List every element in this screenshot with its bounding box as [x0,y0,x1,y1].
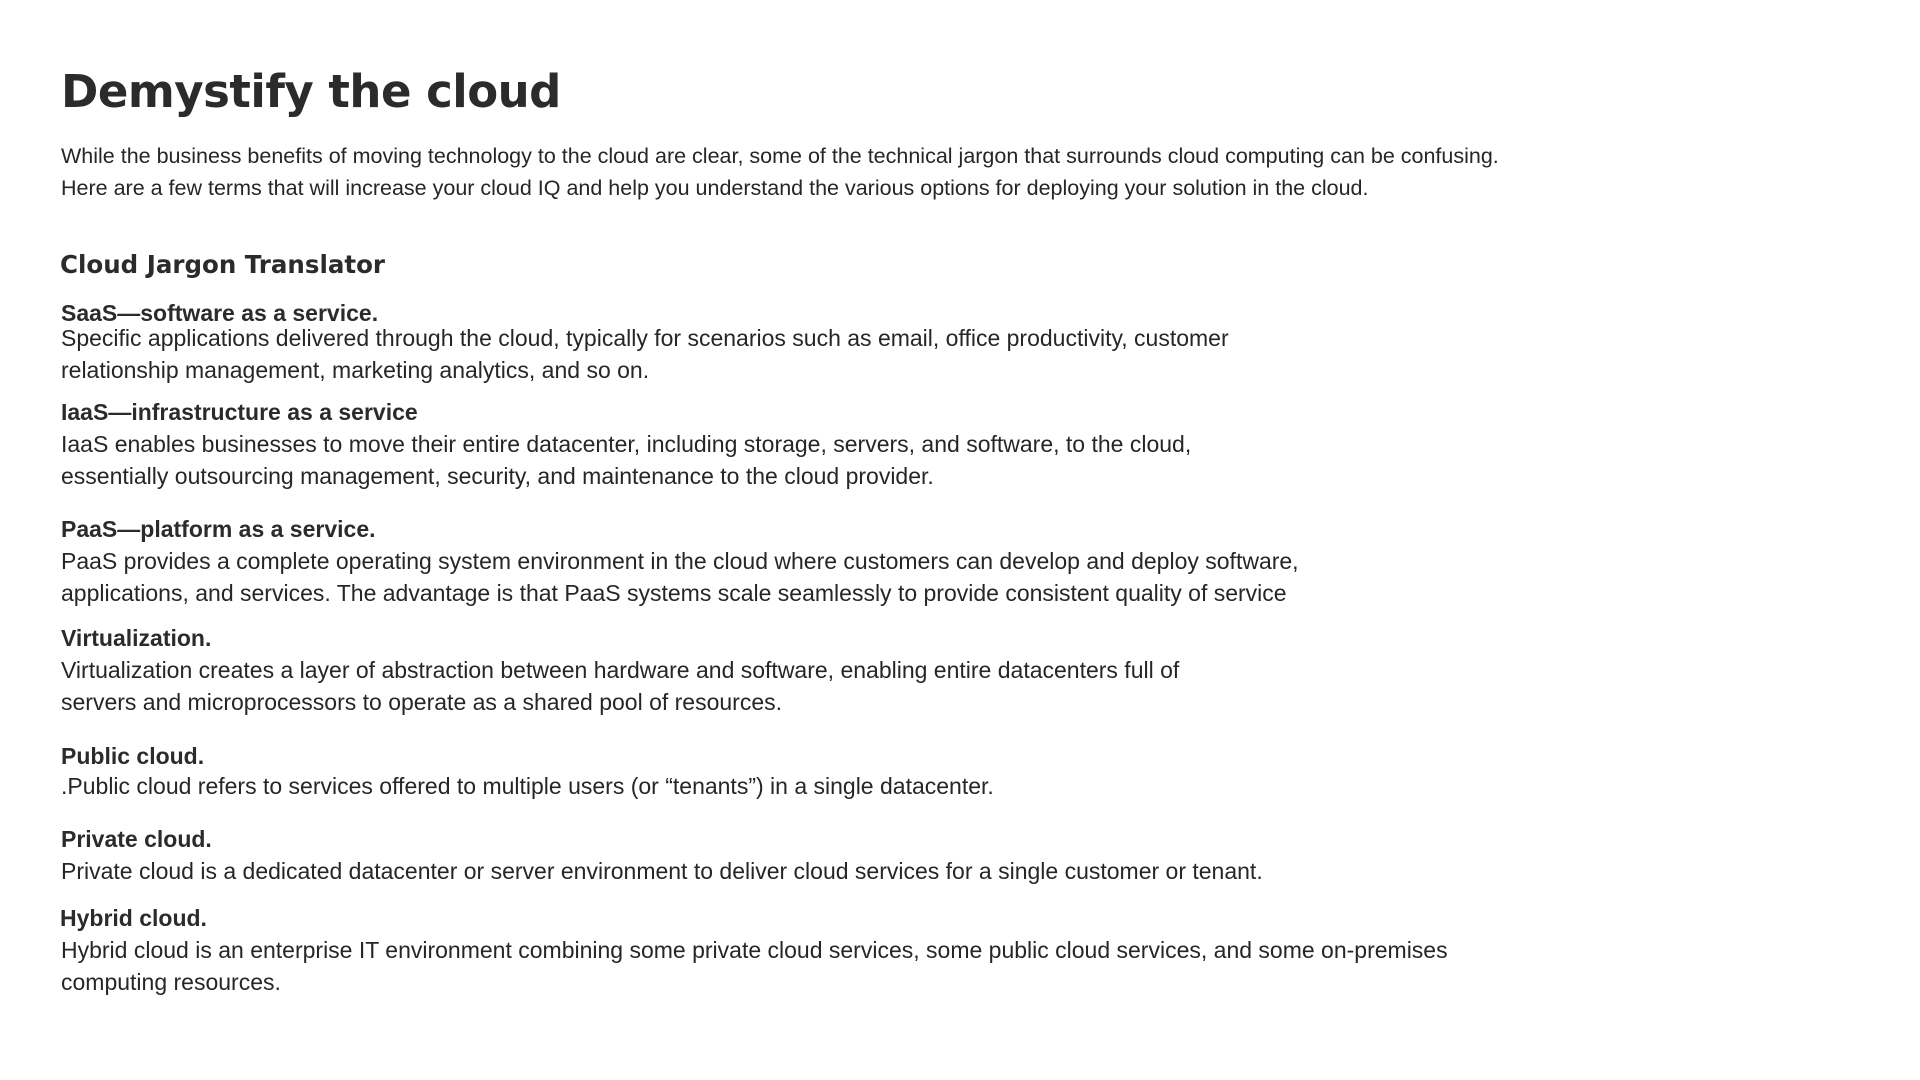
term-heading-hybrid-cloud: Hybrid cloud. [60,905,207,931]
term-description-line: PaaS provides a complete operating system environment in the cloud where customers can develop and deploy software, [61,548,1299,574]
term-heading-saas: SaaS—software as a service. [61,300,379,326]
page-title: Demystify the cloud [61,65,561,118]
term-description-public-cloud [61,770,994,802]
term-description-line: Private cloud is a dedicated datacenter or server environment to deliver cloud services for a single customer or tenant. [61,858,1263,884]
term-heading-iaas: IaaS—infrastructure as a service [61,399,418,425]
term-description-line: computing resources. [61,969,281,995]
intro-line: Here are a few terms that will increase your cloud IQ and help you understand the various options for deploying your solution in the cloud. [61,176,1369,200]
term-heading-virtualization: Virtualization. [61,625,212,651]
term-description-line: Specific applications delivered through the cloud, typically for scenarios such as email, office productivity, customer [61,325,1229,351]
term-description-paas [61,545,1299,609]
term-description-line: applications, and services. The advantage is that PaaS systems scale seamlessly to provide consistent quality of service [61,580,1287,606]
term-description-line: .Public cloud refers to services offered to multiple users (or “tenants”) in a single datacenter. [61,773,994,799]
term-heading-public-cloud: Public cloud. [61,743,205,769]
intro-line: While the business benefits of moving technology to the cloud are clear, some of the technical jargon that surrounds cloud computing can be confusing. [61,144,1499,168]
term-description-virtualization [61,654,1179,718]
term-description-hybrid-cloud [61,934,1448,998]
term-description-saas [61,322,1229,386]
term-description-line: Hybrid cloud is an enterprise IT environment combining some private cloud services, some public cloud services, and some on-premises [61,937,1448,963]
term-description-line: IaaS enables businesses to move their entire datacenter, including storage, servers, and software, to the cloud, [61,431,1192,457]
term-description-line: essentially outsourcing management, security, and maintenance to the cloud provider. [61,463,934,489]
term-heading-private-cloud: Private cloud. [61,826,212,852]
term-description-line: Virtualization creates a layer of abstraction between hardware and software, enabling entire datacenters full of [61,657,1180,683]
section-title: Cloud Jargon Translator [60,250,386,279]
term-description-private-cloud [61,855,1263,887]
term-description-iaas [61,428,1191,492]
term-heading-paas: PaaS—platform as a service. [61,516,376,542]
intro-paragraph [61,140,1499,204]
term-description-line: relationship management, marketing analytics, and so on. [61,357,650,383]
term-description-line: servers and microprocessors to operate as a shared pool of resources. [61,689,783,715]
